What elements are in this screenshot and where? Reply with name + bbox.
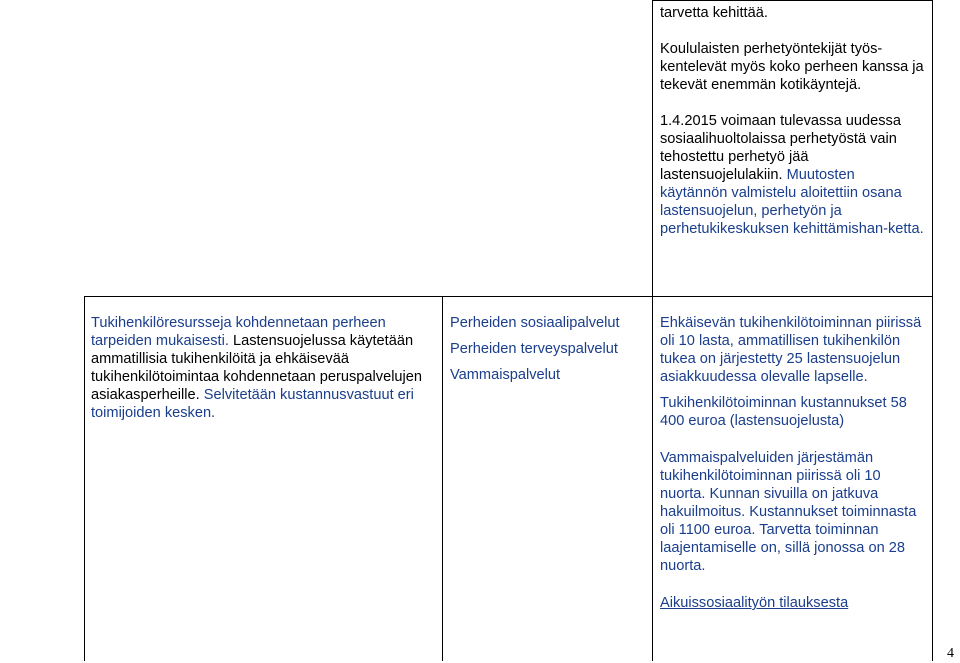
row2-col3-paragraph-2: Tukihenkilötoiminnan kustannukset 58 400 euroa (lastensuojelusta)	[660, 395, 907, 429]
table-row-divider	[84, 296, 933, 297]
row2-col3-paragraph-4: Aikuissosiaalityön tilauksesta	[660, 595, 849, 611]
table-left-border	[84, 296, 85, 661]
row1-col3-paragraph-3	[660, 112, 926, 238]
row2-col1-text-b: Lastensuojelussa käytetään ammatillisia tukihenkilöitä ja ehkäisevää tukihenkilötoimintaa kohdennetaan peruspalvelujen asiakasperheille.	[91, 333, 423, 403]
row2-col3-paragraph-1: Ehkäisevän tukihenkilötoiminnan piirissä oli 10 lasta, ammatillisen tukihenkilön tukea on järjestetty 25 lastensuojelun asiakkuudessa olevalle lapselle.	[660, 315, 922, 385]
row2-col2-item: Perheiden sosiaalipalvelut	[450, 315, 620, 331]
row2-col3-cell	[660, 314, 926, 612]
table-col-divider-1	[442, 296, 443, 661]
table-col-divider-2	[652, 0, 653, 661]
row2-col3-paragraph-3: Vammaispalveluiden järjestämän tukihenkilötoiminnan piirissä oli 10 nuorta. Kunnan sivuilla on jatkuva hakuilmoitus. Kustannukset toiminnasta oli 1100 euroa. Tarvetta toiminnan laajentamiselle on, sillä jonossa on 28 nuorta.	[660, 450, 917, 574]
row1-col3-paragraph-3b: Muutosten käytännön valmistelu aloitettiin osana lastensuojelun, perhetyön ja perhetukikeskuksen kehittämishan-ketta.	[660, 167, 924, 237]
row2-col2-cell	[450, 314, 646, 384]
row1-col3-paragraph-2: Koululaisten perhetyöntekijät työs-kentelevät myös koko perheen kanssa ja tekevät enemmän kotikäyntejä.	[660, 41, 924, 93]
row2-col1-paragraph	[91, 314, 437, 422]
row2-col2-item: Vammaispalvelut	[450, 367, 561, 383]
row2-col1-text-c: Selvitetään kustannusvastuut eri toimijoiden kesken.	[91, 387, 414, 421]
row1-col3-paragraph-1: tarvetta kehittää.	[660, 5, 768, 21]
page-number: 4	[947, 646, 954, 661]
table-right-border	[932, 0, 933, 661]
row2-col1-text-a: Tukihenkilöresursseja kohdennetaan perheen tarpeiden mukaisesti.	[91, 315, 386, 349]
table-top-border	[652, 0, 933, 1]
row2-col1-cell	[91, 314, 437, 422]
row2-col2-item: Perheiden terveyspalvelut	[450, 341, 618, 357]
row1-col3-paragraph-3a: 1.4.2015 voimaan tulevassa uudessa sosiaalihuoltolaissa perhetyöstä vain tehostettu perhetyö jää lastensuojelulakiin.	[660, 113, 901, 183]
row1-col3-cell	[660, 4, 926, 238]
